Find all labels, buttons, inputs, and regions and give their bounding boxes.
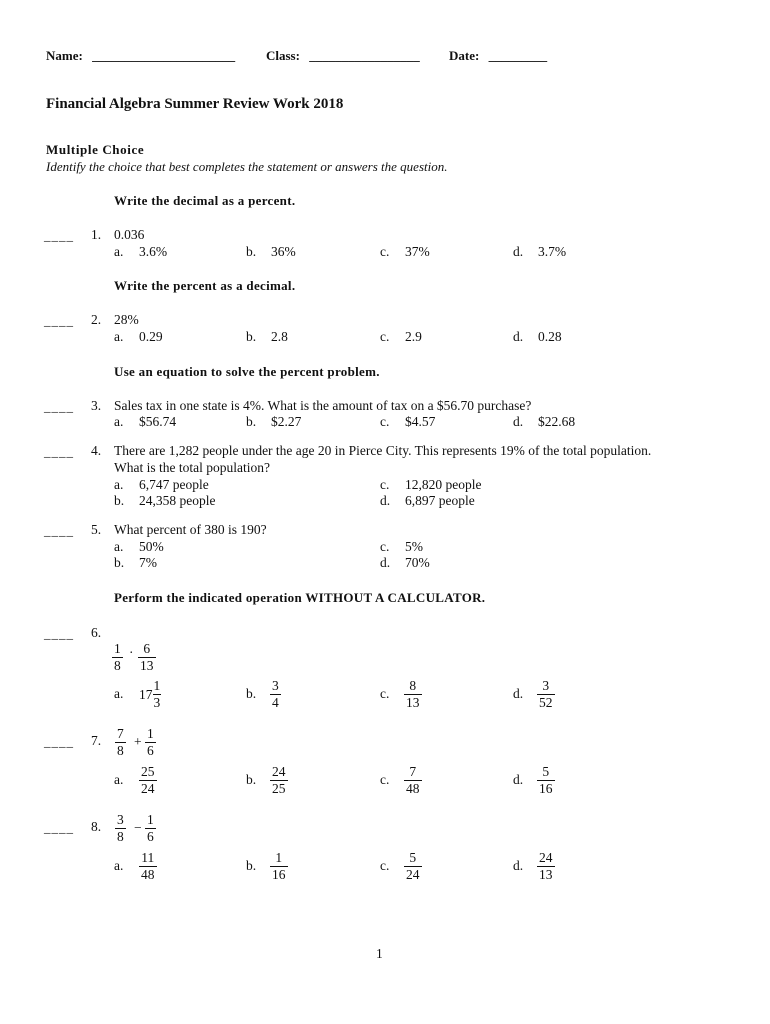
q7-operator: + (134, 734, 142, 749)
answer-blank-1: ____ (44, 228, 74, 243)
q6-f2-numerator: 6 (138, 641, 156, 658)
q8-d-numerator: 24 (539, 850, 553, 865)
answer-blank-4: ____ (44, 444, 74, 459)
q8-choice-d (537, 850, 555, 883)
q6-operator: · (129, 645, 134, 660)
question-number-5: 5. (91, 522, 102, 537)
q3-choice-c: $4.57 (405, 414, 436, 429)
instruction-percent-to-decimal: Write the percent as a decimal. (114, 278, 296, 293)
page-number: 1 (376, 946, 383, 961)
q2-choice-a: 0.29 (139, 329, 163, 344)
q5-choice-d: 70% (405, 555, 430, 570)
q2-choice-d: 0.28 (538, 329, 562, 344)
choice-letter-a: a. (114, 858, 124, 873)
q8-d-denominator: 13 (539, 867, 553, 882)
q8-c-denominator: 24 (406, 867, 420, 882)
q6-choice-c (404, 678, 422, 711)
q6-f2-denominator: 13 (140, 658, 154, 673)
q7-choice-a (139, 764, 157, 797)
name-field (46, 48, 235, 64)
choice-letter-a: a. (114, 539, 124, 554)
q7-d-numerator: 5 (537, 764, 555, 781)
choice-letter-b: b. (114, 555, 125, 570)
page-title: Financial Algebra Summer Review Work 2018 (46, 96, 344, 112)
choice-letter-d: d. (513, 772, 524, 787)
q6-c-numerator: 8 (404, 678, 422, 695)
question-text-3: Sales tax in one state is 4%. What is the amount of tax on a $56.70 purchase? (114, 398, 532, 413)
choice-letter-b: b. (246, 772, 257, 787)
q3-choice-b: $2.27 (271, 414, 302, 429)
choice-letter-c: c. (380, 414, 390, 429)
q7-a-numerator: 25 (141, 764, 155, 779)
q6-f1-denominator: 8 (114, 658, 121, 673)
q7-b-denominator: 25 (272, 781, 286, 796)
q7-b-numerator: 24 (272, 764, 286, 779)
question-number-6: 6. (91, 625, 102, 640)
q4-choice-b: 24,358 people (139, 493, 216, 508)
choice-letter-a: a. (114, 244, 124, 259)
q5-choice-b: 7% (139, 555, 157, 570)
q8-choice-a (139, 850, 157, 883)
q7-f1-denominator: 8 (117, 743, 124, 758)
instruction-decimal-to-percent: Write the decimal as a percent. (114, 193, 296, 208)
q6-choice-a (139, 678, 161, 711)
date-field (449, 48, 547, 64)
answer-blank-5: ____ (44, 523, 74, 538)
q8-choice-b (270, 850, 288, 883)
q8-a-numerator: 11 (139, 850, 157, 867)
question-number-2: 2. (91, 312, 102, 327)
question-number-1: 1. (91, 227, 102, 242)
instruction-fraction-operations: Perform the indicated operation WITHOUT A CALCULATOR. (114, 590, 486, 605)
choice-letter-a: a. (114, 477, 124, 492)
choice-letter-c: c. (380, 329, 390, 344)
choice-letter-b: b. (246, 414, 257, 429)
choice-letter-c: c. (380, 858, 390, 873)
choice-letter-a: a. (114, 414, 124, 429)
q4-choice-d: 6,897 people (405, 493, 475, 508)
q6-a-numerator: 1 (153, 678, 161, 693)
q6-c-denominator: 13 (406, 695, 420, 710)
q2-choice-b: 2.8 (271, 329, 288, 344)
choice-letter-b: b. (246, 858, 257, 873)
q8-choice-c (404, 850, 422, 883)
q8-b-numerator: 1 (270, 850, 288, 867)
question-text-4-line1: There are 1,282 people under the age 20 in Pierce City. This represents 19% of the total population. (114, 443, 652, 458)
q6-choice-d (537, 678, 555, 711)
q7-fraction-2 (145, 726, 156, 759)
choice-letter-d: d. (380, 493, 391, 508)
q6-d-numerator: 3 (537, 678, 555, 695)
section-heading: Multiple Choice (46, 142, 145, 157)
q8-fraction-1 (115, 812, 126, 845)
question-text-4-line2: What is the total population? (114, 460, 270, 475)
choice-letter-a: a. (114, 329, 124, 344)
q6-fraction-1 (112, 641, 123, 674)
q7-c-denominator: 48 (406, 781, 420, 796)
q5-choice-c: 5% (405, 539, 423, 554)
q2-choice-c: 2.9 (405, 329, 422, 344)
choice-letter-c: c. (380, 244, 390, 259)
q5-choice-a: 50% (139, 539, 164, 554)
answer-blank-6: ____ (44, 626, 74, 641)
choice-letter-c: c. (380, 539, 390, 554)
q4-choice-a: 6,747 people (139, 477, 209, 492)
choice-letter-c: c. (380, 772, 390, 787)
choice-letter-d: d. (513, 414, 524, 429)
choice-letter-c: c. (380, 477, 390, 492)
question-text-1: 0.036 (114, 227, 145, 242)
question-number-8: 8. (91, 819, 102, 834)
q6-choice-b (270, 678, 281, 711)
class-line: _________________ (309, 48, 420, 63)
class-field (266, 48, 420, 64)
q3-choice-d: $22.68 (538, 414, 576, 429)
q7-f1-numerator: 7 (117, 726, 124, 741)
q7-choice-b (270, 764, 288, 797)
q8-a-denominator: 48 (141, 867, 155, 882)
question-number-4: 4. (91, 443, 102, 458)
class-label: Class: (266, 48, 300, 63)
choice-letter-c: c. (380, 686, 390, 701)
choice-letter-d: d. (513, 686, 524, 701)
q8-operator: − (134, 820, 142, 835)
question-number-7: 7. (91, 733, 102, 748)
q6-a-denominator: 3 (153, 695, 161, 710)
q1-choice-d: 3.7% (538, 244, 567, 259)
q7-f2-numerator: 1 (147, 726, 154, 741)
q4-choice-c: 12,820 people (405, 477, 482, 492)
q6-b-denominator: 4 (272, 695, 279, 710)
choice-letter-d: d. (380, 555, 391, 570)
q6-fraction-2 (138, 641, 156, 674)
answer-blank-8: ____ (44, 820, 74, 835)
q1-choice-a: 3.6% (139, 244, 168, 259)
q7-choice-d (537, 764, 555, 797)
answer-blank-3: ____ (44, 399, 74, 414)
choice-letter-a: a. (114, 686, 124, 701)
choice-letter-b: b. (246, 244, 257, 259)
q7-d-denominator: 16 (539, 781, 553, 796)
q7-a-denominator: 24 (141, 781, 155, 796)
q8-b-denominator: 16 (272, 867, 286, 882)
q8-f2-denominator: 6 (147, 829, 154, 844)
choice-letter-d: d. (513, 329, 524, 344)
q7-choice-c (404, 764, 422, 797)
q6-d-denominator: 52 (539, 695, 553, 710)
instruction-percent-equation: Use an equation to solve the percent problem. (114, 364, 380, 379)
q7-c-numerator: 7 (404, 764, 422, 781)
q6-a-whole: 17 (139, 686, 153, 702)
q8-c-numerator: 5 (404, 850, 422, 867)
q8-fraction-2 (145, 812, 156, 845)
choice-letter-d: d. (513, 244, 524, 259)
date-line: _________ (488, 48, 548, 63)
q6-b-numerator: 3 (272, 678, 279, 693)
q8-f2-numerator: 1 (147, 812, 154, 827)
question-text-2: 28% (114, 312, 139, 327)
name-label: Name: (46, 48, 83, 63)
q7-fraction-1 (115, 726, 126, 759)
q6-f1-numerator: 1 (114, 641, 121, 656)
q1-choice-c: 37% (405, 244, 430, 259)
choice-letter-b: b. (114, 493, 125, 508)
choice-letter-d: d. (513, 858, 524, 873)
q1-choice-b: 36% (271, 244, 296, 259)
q7-f2-denominator: 6 (147, 743, 154, 758)
name-line: ______________________ (92, 48, 236, 63)
q3-choice-a: $56.74 (139, 414, 177, 429)
answer-blank-2: ____ (44, 313, 74, 328)
choice-letter-b: b. (246, 686, 257, 701)
answer-blank-7: ____ (44, 734, 74, 749)
q8-f1-numerator: 3 (117, 812, 124, 827)
date-label: Date: (449, 48, 480, 63)
q8-f1-denominator: 8 (117, 829, 124, 844)
section-instructions: Identify the choice that best completes the statement or answers the question. (46, 159, 448, 174)
question-number-3: 3. (91, 398, 102, 413)
choice-letter-b: b. (246, 329, 257, 344)
question-text-5: What percent of 380 is 190? (114, 522, 267, 537)
choice-letter-a: a. (114, 772, 124, 787)
